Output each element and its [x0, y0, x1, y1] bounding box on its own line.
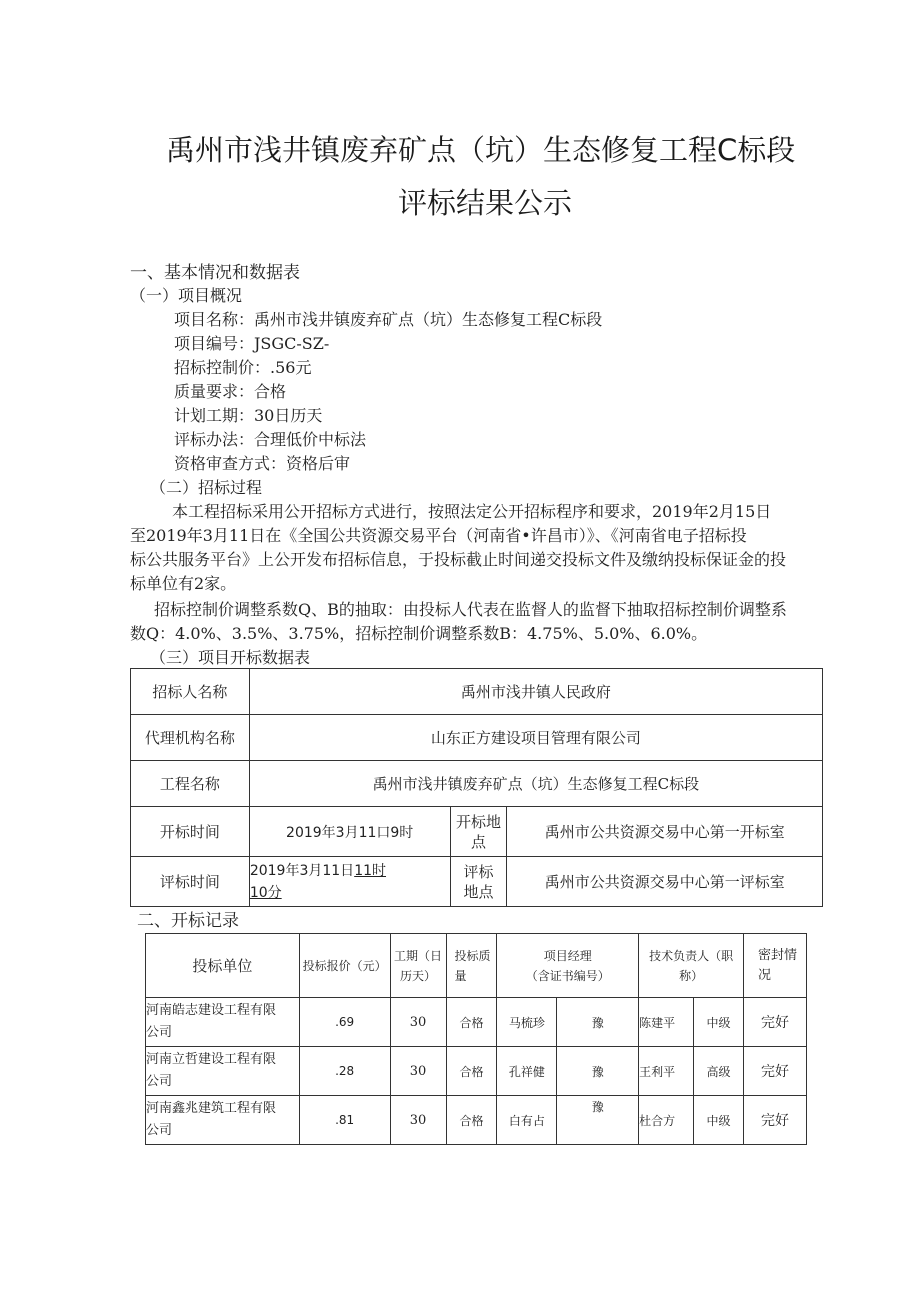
- overview-line: 质量要求：合格: [174, 382, 287, 401]
- evaluation-minute: 10分: [249, 884, 282, 901]
- header-period-2: 历天）: [400, 968, 437, 983]
- overview-line: 项目名称：禹州市浅井镇废弃矿点（坑）生态修复工程C标段: [174, 310, 603, 329]
- bidder-name-1: 河南皓志建设工程有限: [146, 1003, 277, 1018]
- bid-price: .28: [299, 1047, 390, 1096]
- table-row: [146, 1047, 807, 1096]
- bidder-name-2: 公司: [146, 1123, 173, 1138]
- header-seal: [744, 934, 807, 998]
- label-tenderer: 招标人名称: [131, 669, 250, 715]
- header-seal-2: 况: [758, 967, 772, 983]
- pm-cert: 豫: [557, 1096, 639, 1145]
- label-opening-place: [450, 807, 507, 857]
- tech-title: 中级: [694, 1096, 744, 1145]
- bidder-name: [146, 1047, 300, 1096]
- tech-title: 中级: [694, 998, 744, 1047]
- pm-name: 马梳珍: [497, 998, 557, 1047]
- pm-cert: 豫: [557, 1047, 639, 1096]
- overview-line: 计划工期：30日历天: [174, 406, 323, 425]
- seal-status: 完好: [744, 1096, 807, 1145]
- value-agency: 山东正方建设项目管理有限公司: [249, 715, 822, 761]
- label-evaluation-place-2: 地点: [463, 882, 494, 901]
- process-line: 至2019年3月11日在《全国公共资源交易平台（河南省•许昌市）》、《河南省电子招标投: [130, 526, 747, 545]
- process-line: 本工程招标采用公开招标方式进行，按照法定公开招标程序和要求，2019年2月15日: [172, 502, 772, 521]
- evaluation-date: 2019年3月11日: [249, 862, 355, 879]
- seal-status: 完好: [744, 1047, 807, 1096]
- pm-cert: 豫: [557, 998, 639, 1047]
- coef-line: 招标控制价调整系数Q、B的抽取：由投标人代表在监督人的监督下抽取招标控制价调整系: [154, 600, 787, 619]
- bidder-name-2: 公司: [146, 1025, 173, 1040]
- bid-quality: 合格: [446, 1096, 497, 1145]
- header-pm-2: （含证书编号）: [525, 968, 610, 983]
- subheading-process: （二）招标过程: [150, 478, 263, 497]
- label-opening-place-2: 点: [471, 832, 487, 851]
- bid-price: .69: [299, 998, 390, 1047]
- value-opening-place: 禹州市公共资源交易中心第一开标室: [507, 807, 823, 857]
- opening-record-table: [145, 933, 807, 1145]
- label-evaluation-time: 评标时间: [131, 857, 250, 907]
- table-row: [146, 1096, 807, 1145]
- section-heading-basic: 一、基本情况和数据表: [130, 263, 300, 283]
- header-period-1: 工期（日: [394, 948, 443, 963]
- overview-line: 评标办法：合理低价中标法: [174, 430, 367, 449]
- header-project-manager: [497, 934, 639, 998]
- bid-quality: 合格: [446, 998, 497, 1047]
- label-evaluation-place: [450, 857, 507, 907]
- bid-quality: 合格: [446, 1047, 497, 1096]
- value-opening-time: 2019年3月11口9时: [249, 807, 450, 857]
- tech-title: 高级: [694, 1047, 744, 1096]
- value-tenderer: 禹州市浅井镇人民政府: [249, 669, 822, 715]
- tech-name: 杜合方: [639, 1096, 694, 1145]
- header-quality: [446, 934, 497, 998]
- bidder-name: [146, 998, 300, 1047]
- bidder-name-1: 河南鑫兆建筑工程有限: [146, 1101, 277, 1116]
- process-line: 标单位有2家。: [130, 574, 237, 593]
- value-project-name: 禹州市浅井镇废弃矿点（坑）生态修复工程C标段: [249, 761, 822, 807]
- value-evaluation-place: 禹州市公共资源交易中心第一评标室: [507, 857, 823, 907]
- coef-line: 数Q：4.0%、3.5%、3.75%，招标控制价调整系数B：4.75%、5.0%、6.0%。: [130, 624, 708, 643]
- bid-period: 30: [390, 998, 446, 1047]
- header-quality-1: 投标质: [454, 948, 491, 963]
- bid-period: 30: [390, 1047, 446, 1096]
- label-agency: 代理机构名称: [131, 715, 250, 761]
- header-period: [390, 934, 446, 998]
- header-quality-2: 量: [454, 968, 467, 983]
- value-evaluation-time: [249, 857, 450, 907]
- section-heading-opening-record: 二、开标记录: [137, 911, 239, 931]
- header-price: 投标报价（元）: [299, 934, 390, 998]
- header-seal-1: 密封情: [758, 947, 798, 963]
- header-bidder: 投标单位: [146, 934, 300, 998]
- header-technical-lead: [639, 934, 744, 998]
- tech-name: 王利平: [639, 1047, 694, 1096]
- bid-price: .81: [299, 1096, 390, 1145]
- bidder-name-2: 公司: [146, 1074, 173, 1089]
- pm-name: 白有占: [497, 1096, 557, 1145]
- header-tech-1: 技术负责人（职: [649, 948, 734, 963]
- label-opening-time: 开标时间: [131, 807, 250, 857]
- tech-name: 陈建平: [639, 998, 694, 1047]
- overview-line: 资格审查方式：资格后审: [174, 454, 351, 473]
- label-project-name: 工程名称: [131, 761, 250, 807]
- bid-opening-data-table: [130, 668, 823, 907]
- page-subtitle: 评标结果公示: [398, 186, 573, 220]
- overview-line: 招标控制价：.56元: [174, 358, 312, 377]
- seal-status: 完好: [744, 998, 807, 1047]
- subheading-overview: （一）项目概况: [130, 286, 243, 305]
- process-line: 标公共服务平台》上公开发布招标信息，于投标截止时间递交投标文件及缴纳投标保证金的投: [130, 550, 787, 569]
- bidder-name: [146, 1096, 300, 1145]
- header-pm-1: 项目经理: [543, 948, 592, 963]
- table-row: [146, 998, 807, 1047]
- label-evaluation-place-1: 评标: [463, 862, 494, 881]
- header-tech-2: 称）: [679, 968, 704, 983]
- pm-name: 孔祥健: [497, 1047, 557, 1096]
- overview-line: 项目编号：JSGC-SZ-: [174, 334, 330, 353]
- bid-period: 30: [390, 1096, 446, 1145]
- page-title: 禹州市浅井镇废弃矿点（坑）生态修复工程C标段: [166, 133, 796, 167]
- label-opening-place-1: 开标地: [456, 812, 502, 831]
- bidder-name-1: 河南立哲建设工程有限: [146, 1052, 277, 1067]
- subheading-bid-data: （三）项目开标数据表: [150, 648, 311, 667]
- evaluation-hour: 11时: [354, 862, 387, 879]
